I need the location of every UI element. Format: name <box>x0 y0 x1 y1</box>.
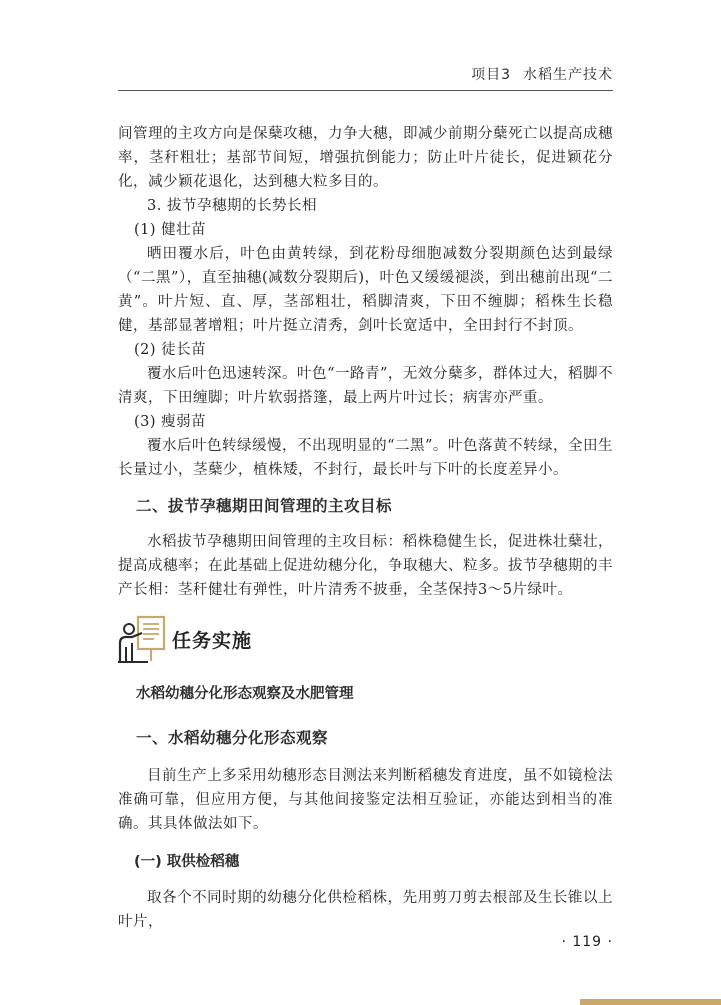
header-title: 水稻生产技术 <box>523 67 613 83</box>
footer-accent-bar <box>580 999 721 1005</box>
paragraph-take-sample: 取各个不同时期的幼穗分化供检稻株，先用剪刀剪去根部及生长锥以上叶片， <box>118 890 613 930</box>
heading-take-sample: (一) 取供检稻穗 <box>134 854 240 870</box>
paragraph-observation: 目前生产上多采用幼穗形态目测法来判断稻穗发育进度，虽不如镜检法准确可靠，但应用方便，与其他间接鉴定法相互验证，亦能达到相当的准确。其具体做法如下。 <box>118 768 613 832</box>
task-title: 任务实施 <box>172 629 253 652</box>
task-subtitle: 水稻幼穗分化形态观察及水肥管理 <box>136 686 354 702</box>
teacher-board-icon <box>118 613 166 665</box>
heading-observation: 一、水稻幼穗分化形态观察 <box>136 729 329 747</box>
task-banner <box>118 610 613 668</box>
heading-goals: 二、拔节孕穗期田间管理的主攻目标 <box>136 497 393 515</box>
header-rule <box>118 90 613 91</box>
section-heading-3: 3. 拔节孕穗期的长势长相 <box>147 198 317 214</box>
page-number: · 119 · <box>561 934 613 950</box>
paragraph-goals: 水稻拔节孕穗期田间管理的主攻目标：稻株稳健生长，促进株壮蘖壮，提高成穗率；在此基础上促进幼穗分化，争取穗大、粒多。拔节孕穗期的丰产长相：茎秆健壮有弹性，叶片清秀不披垂，全茎保持3～5片绿叶。 <box>118 534 613 598</box>
paragraph-weak: 覆水后叶色转绿缓慢，不出现明显的“二黑”。叶色落黄不转绿，全田生长量过小，茎蘖少，植株矮，不封行，最长叶与下叶的长度差异小。 <box>118 438 613 478</box>
running-header <box>118 62 613 86</box>
paragraph: 间管理的主攻方向是保蘖攻穗，力争大穗，即减少前期分蘖死亡以提高成穗率，茎秆粗壮；基部节间短，增强抗倒能力；防止叶片徒长，促进颖花分化，减少颖花退化，达到穗大粒多目的。 <box>118 126 613 190</box>
subheading-spindly: (2) 徒长苗 <box>134 342 207 358</box>
page-body <box>118 122 613 934</box>
subheading-healthy: (1) 健壮苗 <box>134 222 207 238</box>
paragraph-spindly: 覆水后叶色迅速转深。叶色“一路青”，无效分蘖多，群体过大，稻脚不清爽，下田缠脚；叶片软弱搭篷，最上两片叶过长；病害亦严重。 <box>118 366 613 406</box>
header-project: 项目3 <box>471 67 511 83</box>
subheading-weak: (3) 瘦弱苗 <box>134 414 207 430</box>
paragraph-healthy: 晒田覆水后，叶色由黄转绿，到花粉母细胞减数分裂期颜色达到最绿（“二黑”），直至抽穗(减数分裂期后)，叶色又缓缓褪淡，到出穗前出现“二黄”。叶片短、直、厚，茎部粗壮，稻脚清爽，下田不缠脚；稻株生长稳健，基部显著增粗；叶片挺立清秀，剑叶长宽适中，全田封行不封顶。 <box>118 246 613 334</box>
